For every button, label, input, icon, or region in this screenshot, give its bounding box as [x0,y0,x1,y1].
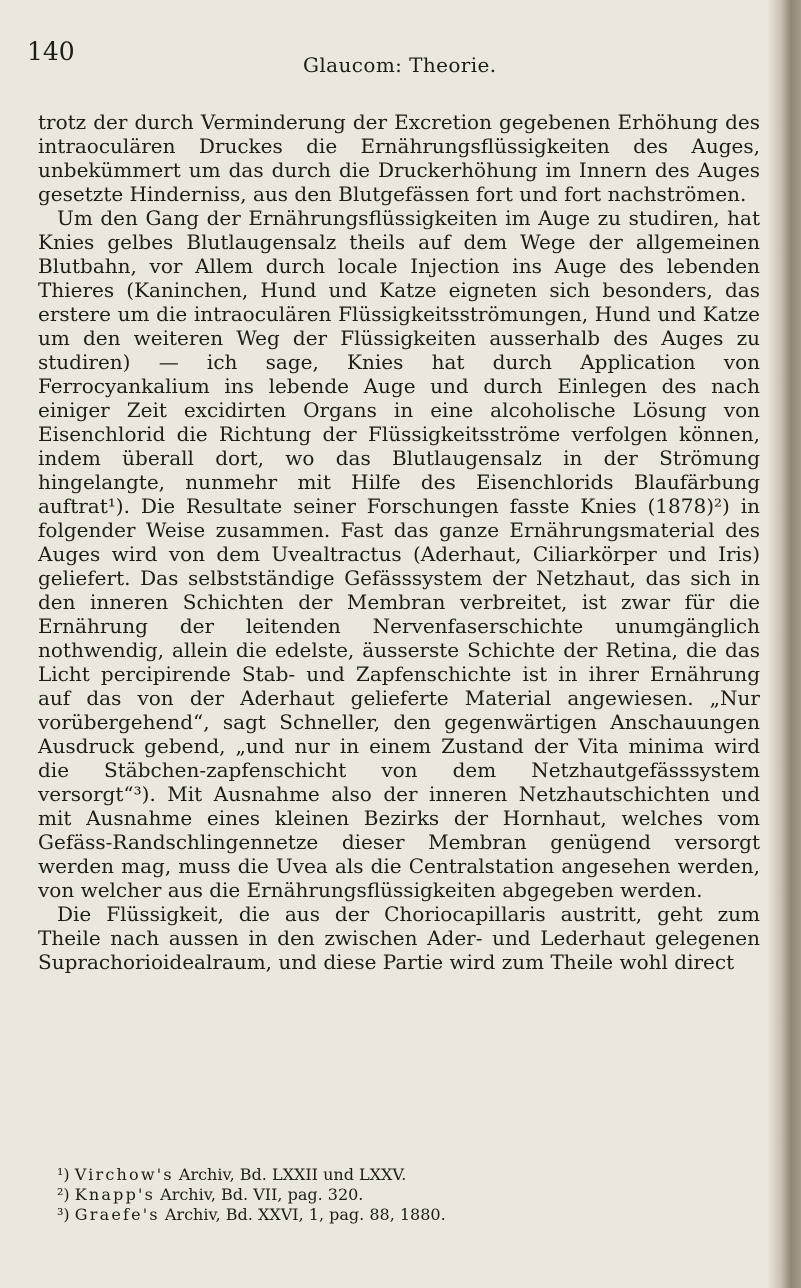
running-title: Glaucom: Theorie. [303,53,497,77]
footnote-1 [57,1165,747,1185]
footnote-text: Archiv, Bd. LXXII und LXXV. [173,1165,407,1184]
footnote-author: Knapp's [74,1185,156,1204]
footnotes [57,1165,747,1225]
footnote-author: Graefe's [74,1205,160,1224]
footnote-text: Archiv, Bd. VII, pag. 320. [155,1185,364,1204]
footnote-text: Archiv, Bd. XXVI, 1, pag. 88, 1880. [159,1205,446,1224]
paragraph-1: trotz der durch Verminderung der Excretion gegebenen Erhöhung des intraoculären Druckes die Ernährungsflüssigkeiten des Auges, unbekümmert um das durch die Druckerhöhung im Innern des Auges gesetzte Hinderniss, aus den Blutgefässen fort und fort nachströmen. [38,110,760,206]
footnote-2 [57,1185,747,1205]
footnote-mark: ¹) [57,1165,70,1184]
footnote-mark: ²) [57,1185,70,1204]
page-edge-shadow [767,0,801,1288]
page-number: 140 [27,37,75,66]
paragraph-2: Um den Gang der Ernährungsflüssigkeiten im Auge zu studiren, hat Knies gelbes Blutlaugensalz theils auf dem Wege der allgemeinen Blutbahn, vor Allem durch locale Injection ins Auge des lebenden Thieres (Kaninchen, Hund und Katze eigneten sich besonders, das erstere um die intraoculären Flüssigkeitsströmungen, Hund und Katze um den weiteren Weg der Flüssigkeiten ausserhalb des Auges zu studiren) — ich sage, Knies hat durch Application von Ferrocyankalium ins lebende Auge und durch Einlegen des nach einiger Zeit excidirten Organs in eine alcoholische Lösung von Eisenchlorid die Richtung der Flüssigkeitsströme verfolgen können, indem überall dort, wo das Blutlaugensalz in der Strömung hingelangte, nunmehr mit Hilfe des Eisenchlorids Blaufärbung auftrat¹). Die Resultate seiner Forschungen fasste Knies (1878)²) in folgender Weise zusammen. Fast das ganze Ernährungsmaterial des Auges wird von dem Uvealtractus (Aderhaut, Ciliarkörper und Iris) geliefert. Das selbstständige Gefässsystem der Netzhaut, das sich in den inneren Schichten der Membran verbreitet, ist zwar für die Ernährung der leitenden Nervenfaserschichte unumgänglich nothwendig, allein die edelste, äusserste Schichte der Retina, die das Licht percipirende Stab- und Zapfenschichte ist in ihrer Ernährung auf das von der Aderhaut gelieferte Material angewiesen. „Nur vorübergehend“, sagt Schneller, den gegenwärtigen Anschauungen Ausdruck gebend, „und nur in einem Zustand der Vita minima wird die Stäbchen-zapfenschicht von dem Netzhautgefässsystem versorgt“³). Mit Ausnahme also der inneren Netzhautschichten und mit Ausnahme eines kleinen Bezirks der Hornhaut, welches vom Gefäss-Randschlingennetze dieser Membran genügend versorgt werden mag, muss die Uvea als die Centralstation angesehen werden, von welcher aus die Ernährungsflüssigkeiten abgegeben werden. [38,206,760,902]
footnote-3 [57,1205,747,1225]
footnote-mark: ³) [57,1205,70,1224]
main-text [38,110,760,974]
paragraph-3: Die Flüssigkeit, die aus der Choriocapillaris austritt, geht zum Theile nach aussen in den zwischen Ader- und Lederhaut gelegenen Suprachorioidealraum, und diese Partie wird zum Theile wohl direct [38,902,760,974]
footnote-author: Virchow's [74,1165,174,1184]
